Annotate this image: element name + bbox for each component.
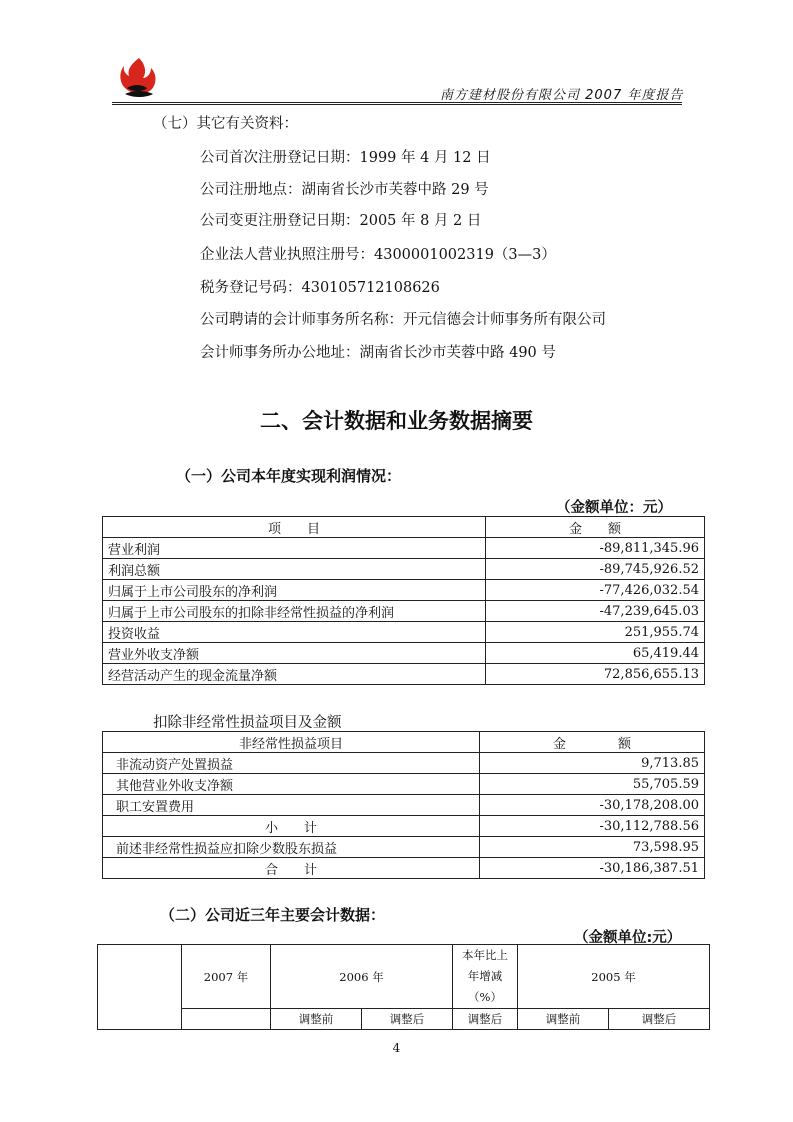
- table-header-cell: 非经常性损益项目: [103, 732, 480, 753]
- table-header-cell: 2006 年: [271, 945, 453, 1009]
- table-cell-item: 利润总额: [103, 559, 486, 580]
- info-line: 公司变更注册登记日期：2005 年 8 月 2 日: [200, 213, 482, 229]
- table-header-cell-change: [453, 945, 518, 1009]
- info-line: 企业法人营业执照注册号：4300001002319（3—3）: [200, 247, 556, 263]
- info-line: 公司聘请的会计师事务所名称：开元信德会计师事务所有限公司: [200, 312, 606, 328]
- table-subheader-row: [98, 1009, 710, 1030]
- three-year-table: [97, 944, 710, 1030]
- table-row: [103, 559, 705, 580]
- page-number: 4: [392, 1041, 401, 1055]
- table-header-cell: 2005 年: [518, 945, 710, 1009]
- section7-title: （七）其它有关资料：: [153, 116, 298, 132]
- profit-unit-label: （金额单位：元）: [556, 500, 672, 516]
- table-row: [103, 816, 705, 837]
- table-cell-item: 合 计: [103, 858, 480, 879]
- info-line: 公司注册地点：湖南省长沙市芙蓉中路 29 号: [200, 182, 489, 198]
- table-header-cell-blank: [98, 945, 182, 1030]
- table-row: [103, 664, 705, 685]
- table-row: [103, 837, 705, 858]
- table-subheader-cell: 调整前: [271, 1009, 362, 1030]
- table-header-row: [103, 517, 705, 538]
- table-cell-item: 归属于上市公司股东的净利润: [103, 580, 486, 601]
- table-cell-amount: -30,112,788.56: [480, 816, 705, 837]
- header-divider: [112, 102, 682, 103]
- table-header-cell: 2007 年: [182, 945, 271, 1009]
- table-cell-item: 归属于上市公司股东的扣除非经常性损益的净利润: [103, 601, 486, 622]
- table-cell-amount: -47,239,645.03: [486, 601, 705, 622]
- table-subheader-cell-blank: [182, 1009, 271, 1030]
- table-cell-item: 前述非经常性损益应扣除少数股东损益: [103, 837, 480, 858]
- table-cell-amount: -77,426,032.54: [486, 580, 705, 601]
- table-cell-item: 其他营业外收支净额: [103, 774, 480, 795]
- nonrecurring-caption: 扣除非经常性损益项目及金额: [153, 715, 342, 731]
- change-label-line2: 年增减: [467, 969, 503, 983]
- table-cell-amount: 65,419.44: [486, 643, 705, 664]
- table-cell-item: 职工安置费用: [103, 795, 480, 816]
- info-line: 会计师事务所办公地址：湖南省长沙市芙蓉中路 490 号: [200, 345, 556, 361]
- table-cell-item: 非流动资产处置损益: [103, 753, 480, 774]
- table-cell-amount: -89,745,926.52: [486, 559, 705, 580]
- header-divider-secondary: [112, 104, 682, 105]
- three-year-unit-label: （金额单位:元）: [574, 930, 682, 946]
- table-row: [103, 622, 705, 643]
- table-header-row: [103, 732, 705, 753]
- table-cell-item: 投资收益: [103, 622, 486, 643]
- table-cell-amount: 55,705.59: [480, 774, 705, 795]
- info-line: 公司首次注册登记日期：1999 年 4 月 12 日: [200, 150, 491, 166]
- table-row: [103, 795, 705, 816]
- company-logo-icon: [117, 54, 161, 100]
- table-cell-item: 营业外收支净额: [103, 643, 486, 664]
- table-cell-amount: 9,713.85: [480, 753, 705, 774]
- table-cell-item: 小 计: [103, 816, 480, 837]
- table-subheader-cell: 调整后: [609, 1009, 710, 1030]
- table-cell-item: 营业利润: [103, 538, 486, 559]
- profit-section-title: （一）公司本年度实现利润情况：: [176, 467, 402, 485]
- table-cell-item: 经营活动产生的现金流量净额: [103, 664, 486, 685]
- table-cell-amount: -30,178,208.00: [480, 795, 705, 816]
- table-subheader-cell: 调整后: [362, 1009, 453, 1030]
- table-header-cell: 项 目: [103, 517, 486, 538]
- nonrecurring-table: [102, 731, 705, 879]
- table-row: [103, 580, 705, 601]
- table-header-cell: 金 额: [486, 517, 705, 538]
- table-row: [103, 538, 705, 559]
- table-row: [103, 774, 705, 795]
- table-subheader-cell: 调整后: [453, 1009, 518, 1030]
- change-label-line3: （%）: [468, 990, 502, 1004]
- table-row: [103, 643, 705, 664]
- table-cell-amount: 72,856,655.13: [486, 664, 705, 685]
- table-cell-amount: 73,598.95: [480, 837, 705, 858]
- table-row: [103, 601, 705, 622]
- table-cell-amount: 251,955.74: [486, 622, 705, 643]
- table-row: [103, 753, 705, 774]
- table-row: [103, 858, 705, 879]
- table-header-cell: 金 额: [480, 732, 705, 753]
- table-cell-amount: -89,811,345.96: [486, 538, 705, 559]
- table-cell-amount: -30,186,387.51: [480, 858, 705, 879]
- table-subheader-cell: 调整前: [518, 1009, 609, 1030]
- change-label-line1: 本年比上: [462, 948, 508, 962]
- profit-table: [102, 516, 705, 685]
- report-header-title: 南方建材股份有限公司 2007 年度报告: [440, 88, 684, 103]
- three-year-section-title: （二）公司近三年主要会计数据：: [160, 906, 386, 924]
- table-header-row: [98, 945, 710, 1009]
- section2-heading: 二、会计数据和业务数据摘要: [260, 409, 533, 433]
- info-line: 税务登记号码：430105712108626: [200, 280, 440, 296]
